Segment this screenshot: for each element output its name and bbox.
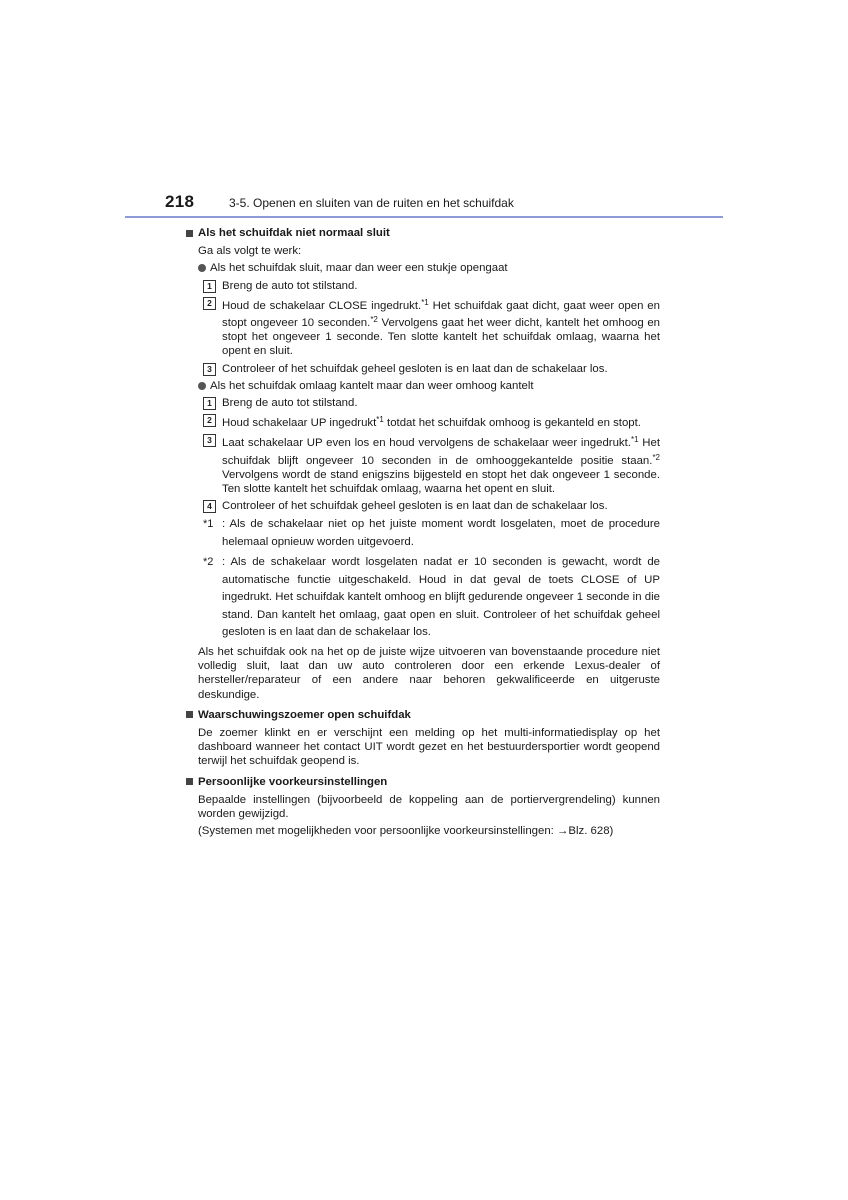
round-bullet-icon bbox=[198, 264, 206, 272]
step-item bbox=[203, 296, 660, 359]
page-number: 218 bbox=[165, 192, 195, 211]
case-title-text: Als het schuifdak omlaag kantelt maar dan weer omhoog kantelt bbox=[210, 379, 534, 392]
heading-text: Persoonlijke voorkeursinstellingen bbox=[198, 775, 388, 788]
step-text: Controleer of het schuifdak geheel gesloten is en laat dan de schakelaar los. bbox=[222, 362, 608, 375]
step-text bbox=[222, 433, 660, 496]
step-item bbox=[203, 279, 660, 293]
step-number: 3 bbox=[203, 434, 216, 447]
step-item bbox=[203, 499, 660, 513]
step-item bbox=[203, 413, 660, 430]
square-bullet-icon bbox=[186, 778, 193, 785]
step-number: 1 bbox=[203, 280, 216, 293]
section-title: 3-5. Openen en sluiten van de ruiten en het schuifdak bbox=[229, 196, 514, 210]
round-bullet-icon bbox=[198, 382, 206, 390]
step-number: 2 bbox=[203, 297, 216, 310]
footnote-ref: *1 bbox=[630, 435, 639, 445]
square-bullet-icon bbox=[186, 711, 193, 718]
footnote-ref: *1 bbox=[421, 297, 429, 307]
square-bullet-icon bbox=[186, 230, 193, 237]
footnote-mark: *1 bbox=[203, 518, 214, 531]
step-text bbox=[222, 296, 660, 359]
step-text-part: Houd schakelaar UP ingedrukt bbox=[222, 417, 377, 430]
header-rule bbox=[125, 216, 723, 218]
step-number: 2 bbox=[203, 414, 216, 427]
step-text-part: Houd de schakelaar CLOSE ingedrukt. bbox=[222, 299, 422, 312]
step-text: Breng de auto tot stilstand. bbox=[222, 279, 358, 292]
page-reference: (Systemen met mogelijkheden voor persoonlijke voorkeursinstellingen: →Blz. 628) bbox=[198, 825, 614, 838]
step-text: Breng de auto tot stilstand. bbox=[222, 397, 358, 410]
case-title-text: Als het schuifdak sluit, maar dan weer een stukje opengaat bbox=[210, 262, 508, 275]
step-text bbox=[222, 413, 660, 430]
case-title bbox=[198, 261, 660, 275]
step-text: Controleer of het schuifdak geheel gesloten is en laat dan de schakelaar los. bbox=[222, 500, 608, 513]
page-content bbox=[186, 226, 660, 841]
step-number: 4 bbox=[203, 500, 216, 513]
footnote bbox=[203, 516, 660, 551]
intro-text: Ga als volgt te werk: bbox=[198, 245, 302, 258]
step-text-part: Vervolgens gaat het weer dicht, kantelt het omhoog en stopt het ongeveer 1 seconde. Ten slotte kantelt het schuifdak omlaag, waarna het opent en sluit. bbox=[222, 317, 660, 358]
section-heading bbox=[186, 226, 660, 240]
footnote-text: : Als de schakelaar wordt losgelaten nadat er 10 seconden is gewacht, wordt de automatische functie uitgeschakeld. Houd in dat geval de toets CLOSE of UP ingedrukt. Het schuifdak kantelt omhoog en blijft gedurende ongeveer 1 seconde in die stand. Dan kantelt het omlaag, gaat open en sluit. Controleer of het schuifdak geheel gesloten is en laat dan de schakelaar los. bbox=[222, 556, 660, 639]
footnote-ref: *1 bbox=[376, 415, 384, 425]
section-heading bbox=[186, 708, 660, 722]
section-paragraph: De zoemer klinkt en er verschijnt een melding op het multi-informatiedisplay op het dashboard wanneer het contact UIT wordt gezet en het bestuurdersportier wordt geopend terwijl het schuifdak geopend is. bbox=[198, 726, 660, 768]
section-paragraph: Bepaalde instellingen (bijvoorbeeld de koppeling aan de portiervergrendeling) kunnen worden gewijzigd. bbox=[198, 793, 660, 820]
case-title bbox=[198, 379, 660, 393]
closing-paragraph: Als het schuifdak ook na het op de juiste wijze uitvoeren van bovenstaande procedure niet volledig sluit, laat dan uw auto controleren door een erkende Lexus-dealer of hersteller/reparateur of een andere naar behoren gekwalificeerde en uitgeruste deskundige. bbox=[198, 645, 660, 701]
step-text-part: Vervolgens wordt de stand enigszins bijgesteld en stopt het dak ongeveer 1 seconde. Ten slotte kantelt het schuifdak omlaag, waarna het opent en sluit. bbox=[222, 468, 660, 496]
step-text-part: Het schuifdak gaat dicht, gaat weer open en stopt ongeveer 10 seconden. bbox=[222, 299, 660, 330]
footnote bbox=[203, 554, 660, 642]
step-text-part: Laat schakelaar UP even los en houd vervolgens de schakelaar weer ingedrukt. bbox=[222, 437, 631, 450]
heading-text: Als het schuifdak niet normaal sluit bbox=[198, 227, 390, 239]
step-number: 3 bbox=[203, 363, 216, 376]
section-heading bbox=[186, 775, 660, 789]
step-text-part: totdat het schuifdak omhoog is gekanteld en stopt. bbox=[383, 417, 641, 430]
step-text-part: Het schuifdak blijft ongeveer 10 seconden in de omhooggekantelde positie staan. bbox=[222, 437, 660, 467]
step-number: 1 bbox=[203, 397, 216, 410]
footnote-ref: *2 bbox=[370, 315, 378, 325]
footnote-mark: *2 bbox=[203, 556, 214, 569]
heading-text: Waarschuwingszoemer open schuifdak bbox=[198, 708, 411, 721]
step-item bbox=[203, 362, 660, 376]
footnote-text: : Als de schakelaar niet op het juiste moment wordt losgelaten, moet de procedure helemaal opnieuw worden uitgevoerd. bbox=[222, 518, 660, 548]
footnote-ref: *2 bbox=[652, 452, 660, 462]
step-item bbox=[203, 433, 660, 496]
step-item bbox=[203, 396, 660, 410]
